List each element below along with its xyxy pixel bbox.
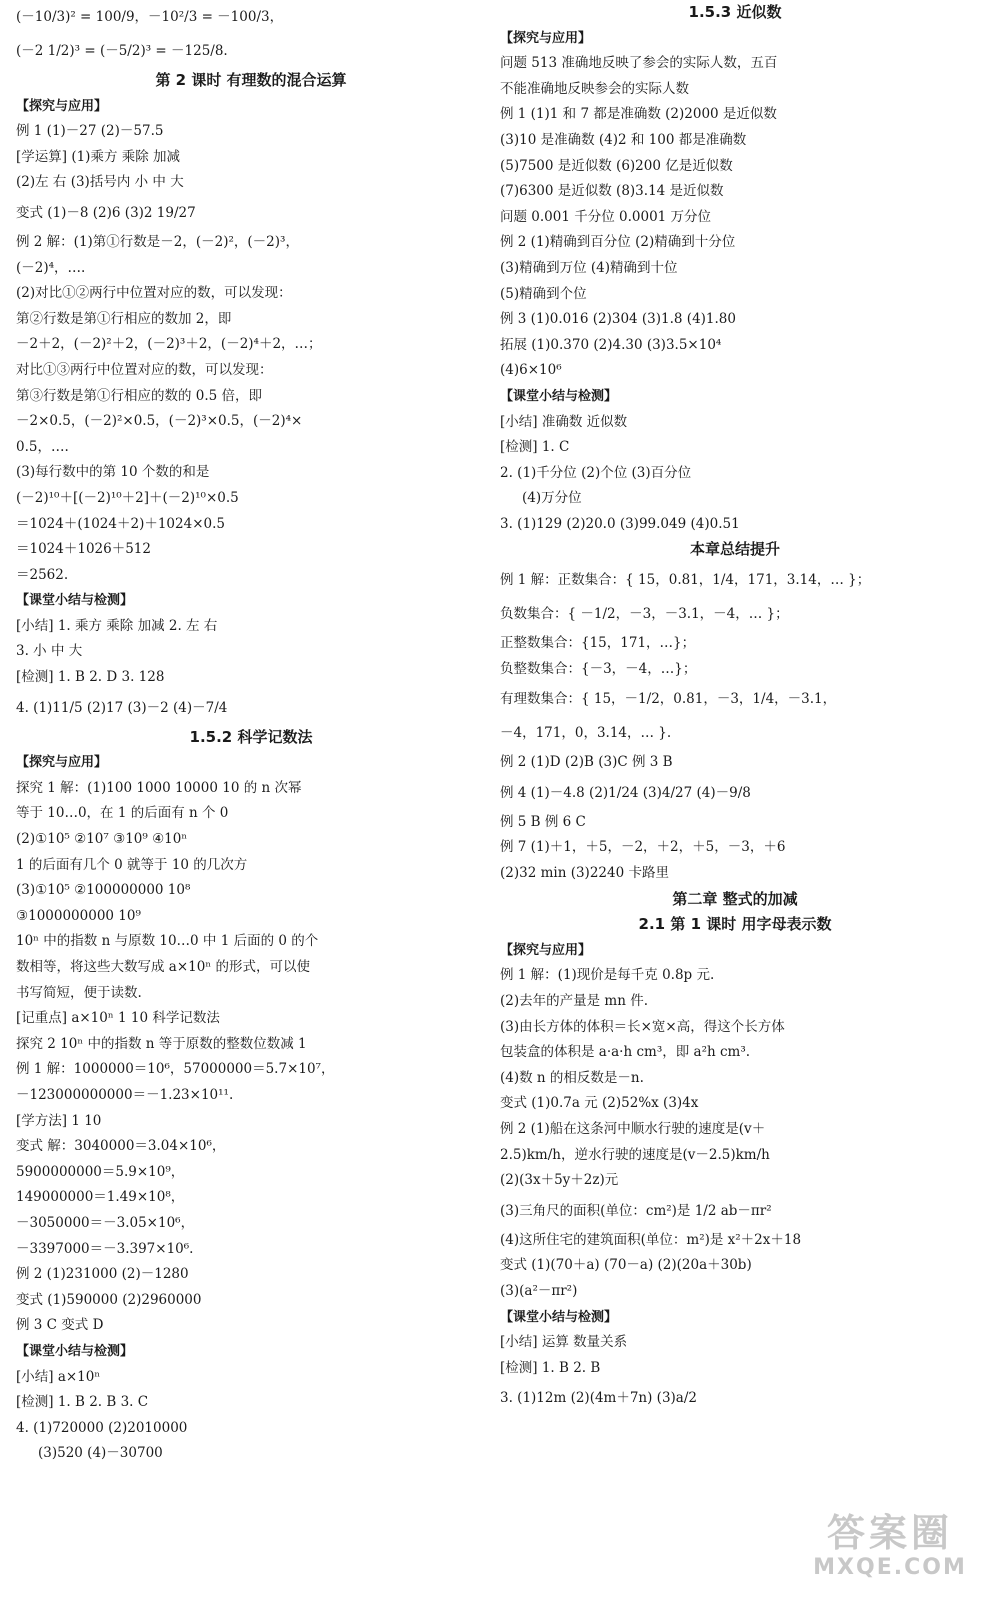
answer-line: 问题 0.001 千分位 0.0001 万分位 — [500, 208, 712, 225]
answer-line: (5)精确到个位 — [500, 285, 587, 302]
answer-line: 拓展 (1)0.370 (2)4.30 (3)3.5×10⁴ — [500, 336, 722, 353]
answer-line: [检测] 1. B 2. B 3. C — [16, 1394, 149, 1411]
answer-line: 对比①③两行中位置对应的数，可以发现： — [16, 361, 273, 378]
answer-line: (3)三角尺的面积(单位：cm²)是 1/2 ab－πr² — [500, 1202, 772, 1219]
section-heading: 1.5.2 科学记数法 — [189, 727, 313, 746]
watermark-logo: 答案圈 MXQE.COM — [813, 1511, 967, 1580]
answer-line: [检测] 1. B 2. D 3. 128 — [16, 669, 165, 686]
answer-line: 包装盒的体积是 a·a·h cm³，即 a²h cm³. — [500, 1044, 751, 1061]
answer-line: －3397000＝－3.397×10⁶. — [16, 1240, 194, 1257]
section-tag: 【探究与应用】 — [500, 942, 592, 958]
answer-line: (2)左 右 (3)括号内 小 中 大 — [16, 174, 184, 191]
answer-line: －123000000000＝－1.23×10¹¹. — [16, 1086, 234, 1103]
answer-line: 探究 1 解：(1)100 1000 10000 10 的 n 次幂 — [16, 779, 302, 796]
answer-line: (2)32 min (3)2240 卡路里 — [500, 865, 669, 882]
answer-line: 例 1 解：1000000＝10⁶，57000000＝5.7×10⁷， — [16, 1061, 335, 1078]
answer-line: ＝1024＋(1024＋2)＋1024×0.5 — [16, 515, 225, 532]
answer-line: 变式 (1)0.7a 元 (2)52%x (3)4x — [500, 1095, 699, 1112]
answer-line: (－2 1/2)³ = (－5/2)³ = －125/8. — [16, 43, 228, 59]
answer-line: －3050000＝－3.05×10⁶， — [16, 1214, 195, 1231]
answer-line: [记重点] a×10ⁿ 1 10 科学记数法 — [16, 1010, 220, 1027]
answer-line: (3)每行数中的第 10 个数的和是 — [16, 464, 210, 481]
answer-line: (5)7500 是近似数 (6)200 亿是近似数 — [500, 157, 733, 174]
answer-line: －2×0.5，(－2)²×0.5，(－2)³×0.5，(－2)⁴× — [16, 413, 303, 430]
answer-line: 例 3 C 变式 D — [16, 1317, 104, 1334]
answer-line: 3. (1)129 (2)20.0 (3)99.049 (4)0.51 — [500, 515, 740, 532]
answer-line: 例 2 (1)精确到百分位 (2)精确到十分位 — [500, 234, 736, 251]
answer-line: ＝2562. — [16, 566, 69, 583]
section-tag: 【课堂小结与检测】 — [16, 1343, 134, 1359]
answer-line: [小结] 运算 数量关系 — [500, 1334, 628, 1351]
section-tag: 【课堂小结与检测】 — [500, 388, 618, 404]
answer-line: (4)万分位 — [522, 490, 582, 507]
answer-line: 10ⁿ 中的指数 n 与原数 10…0 中 1 后面的 0 的个 — [16, 933, 319, 950]
answer-line: (3)精确到万位 (4)精确到十位 — [500, 259, 678, 276]
answer-line: 0.5，…. — [16, 438, 69, 455]
answer-line: 不能准确地反映参会的实际人数 — [500, 80, 689, 97]
answer-line: 例 2 (1)船在这条河中顺水行驶的速度是(v＋ — [500, 1120, 766, 1137]
answer-line: [学方法] 1 10 — [16, 1112, 102, 1129]
answer-line: 149000000＝1.49×10⁸， — [16, 1189, 185, 1206]
answer-line: [检测] 1. C — [500, 439, 570, 456]
answer-line: 4. (1)720000 (2)2010000 — [16, 1419, 188, 1436]
answer-line: (3)520 (4)－30700 — [38, 1445, 163, 1462]
answer-line: (－10/3)² = 100/9，－10²/3 = －100/3， — [16, 9, 284, 25]
section-heading: 2.1 第 1 课时 用字母表示数 — [638, 915, 832, 934]
answer-line: 例 4 (1)－4.8 (2)1/24 (3)4/27 (4)－9/8 — [500, 784, 751, 801]
section-tag: 【探究与应用】 — [500, 30, 592, 46]
answer-line: (2)去年的产量是 mn 件. — [500, 993, 648, 1009]
answer-line: 1 的后面有几个 0 就等于 10 的几次方 — [16, 856, 248, 873]
answer-line: (－2)¹⁰＋[(－2)¹⁰＋2]＋(－2)¹⁰×0.5 — [16, 489, 239, 506]
answer-line: 第③行数是第①行相应的数的 0.5 倍，即 — [16, 387, 263, 404]
answer-line: (4)这所住宅的建筑面积(单位：m²)是 x²＋2x＋18 — [500, 1231, 802, 1248]
answer-line: (3)(a²－πr²) — [500, 1282, 578, 1299]
section-tag: 【探究与应用】 — [16, 755, 108, 771]
answer-line: (2)(3x＋5y＋2z)元 — [500, 1172, 619, 1189]
answer-line: 数相等，将这些大数写成 a×10ⁿ 的形式，可以使 — [16, 959, 310, 975]
answer-line: (3)10 是准确数 (4)2 和 100 都是准确数 — [500, 131, 747, 148]
answer-line: 变式 (1)－8 (2)6 (3)2 19/27 — [16, 204, 196, 221]
answer-line: [小结] 1. 乘方 乘除 加减 2. 左 右 — [16, 617, 218, 634]
section-heading: 第二章 整式的加减 — [672, 889, 798, 908]
answer-line: 正整数集合：{15，171，…}； — [500, 635, 696, 652]
answer-line: (2)对比①②两行中位置对应的数，可以发现： — [16, 285, 292, 302]
answer-line: 负整数集合：{－3，－4，…}； — [500, 660, 697, 677]
answer-line: 变式 解：3040000＝3.04×10⁶， — [16, 1138, 226, 1155]
answer-line: 例 1 解：正数集合：{ 15，0.81，1/4，171，3.14，… }； — [500, 572, 871, 589]
answer-line: 问题 513 准确地反映了参会的实际人数，五百 — [500, 55, 778, 72]
answer-line: 变式 (1)(70＋a) (70－a) (2)(20a＋30b) — [500, 1257, 752, 1274]
answer-line: 例 1 (1)1 和 7 都是准确数 (2)2000 是近似数 — [500, 106, 777, 123]
answer-line: ＝1024＋1026＋512 — [16, 541, 151, 558]
answer-line: [小结] 准确数 近似数 — [500, 413, 628, 430]
answer-line: 等于 10…0，在 1 的后面有 n 个 0 — [16, 805, 229, 822]
answer-line: (3)①10⁵ ②100000000 10⁸ — [16, 882, 191, 899]
section-heading: 本章总结提升 — [689, 540, 780, 559]
answer-line: 2. (1)千分位 (2)个位 (3)百分位 — [500, 464, 692, 481]
answer-line: (4)数 n 的相反数是－n. — [500, 1069, 644, 1086]
answer-line: 例 1 (1)－27 (2)－57.5 — [16, 123, 164, 140]
answer-line: 5900000000＝5.9×10⁹， — [16, 1163, 185, 1180]
section-heading: 第 2 课时 有理数的混合运算 — [155, 71, 347, 89]
answer-line: 2.5)km/h，逆水行驶的速度是(v－2.5)km/h — [500, 1146, 770, 1163]
answer-line: 探究 2 10ⁿ 中的指数 n 等于原数的整数位数减 1 — [16, 1035, 307, 1052]
answer-line: 第②行数是第①行相应的数加 2，即 — [16, 310, 232, 327]
answer-line: 有理数集合：{ 15，－1/2，0.81，－3，1/4，－3.1， — [500, 691, 837, 708]
section-heading: 1.5.3 近似数 — [688, 3, 782, 21]
answer-line: [检测] 1. B 2. B — [500, 1359, 601, 1376]
answer-line: (4)6×10⁶ — [500, 362, 562, 379]
answer-line: (2)①10⁵ ②10⁷ ③10⁹ ④10ⁿ — [16, 831, 188, 848]
answer-line: 例 2 (1)D (2)B (3)C 例 3 B — [500, 754, 673, 771]
right-column — [500, 0, 970, 1415]
answer-line: 3. (1)12m (2)(4m＋7n) (3)a/2 — [500, 1390, 697, 1407]
answer-line: 例 2 (1)231000 (2)－1280 — [16, 1266, 189, 1283]
left-column — [16, 0, 486, 1467]
answer-line: ③1000000000 10⁹ — [16, 907, 141, 924]
section-tag: 【探究与应用】 — [16, 98, 108, 114]
answer-line: 例 5 B 例 6 C — [500, 813, 586, 830]
answer-line: 例 7 (1)＋1，＋5，－2，＋2，＋5，－3，＋6 — [500, 839, 786, 856]
answer-line: 例 3 (1)0.016 (2)304 (3)1.8 (4)1.80 — [500, 311, 736, 328]
answer-line: 例 2 解：(1)第①行数是－2，(－2)²，(－2)³， — [16, 233, 299, 250]
answer-line: 书写简短，便于读数. — [16, 984, 142, 1001]
answer-line: 负数集合：{ －1/2，－3，－3.1，－4，… }； — [500, 606, 789, 623]
answer-line: (－2)⁴，…. — [16, 259, 86, 276]
answer-line: －4，171，0，3.14，… }. — [500, 725, 672, 742]
answer-line: [小结] a×10ⁿ — [16, 1368, 101, 1385]
answer-line: (7)6300 是近似数 (8)3.14 是近似数 — [500, 183, 724, 200]
answer-line: 例 1 解：(1)现价是每千克 0.8p 元. — [500, 967, 715, 984]
answer-line: 3. 小 中 大 — [16, 643, 83, 660]
section-tag: 【课堂小结与检测】 — [500, 1309, 618, 1325]
answer-line: [学运算] (1)乘方 乘除 加减 — [16, 148, 181, 165]
answer-line: (3)由长方体的体积＝长×宽×高，得这个长方体 — [500, 1018, 785, 1035]
answer-line: 变式 (1)590000 (2)2960000 — [16, 1291, 202, 1308]
answer-line: －2＋2，(－2)²＋2，(－2)³＋2，(－2)⁴＋2，…； — [16, 336, 322, 353]
section-tag: 【课堂小结与检测】 — [16, 593, 134, 609]
answer-line: 4. (1)11/5 (2)17 (3)－2 (4)－7/4 — [16, 699, 228, 716]
